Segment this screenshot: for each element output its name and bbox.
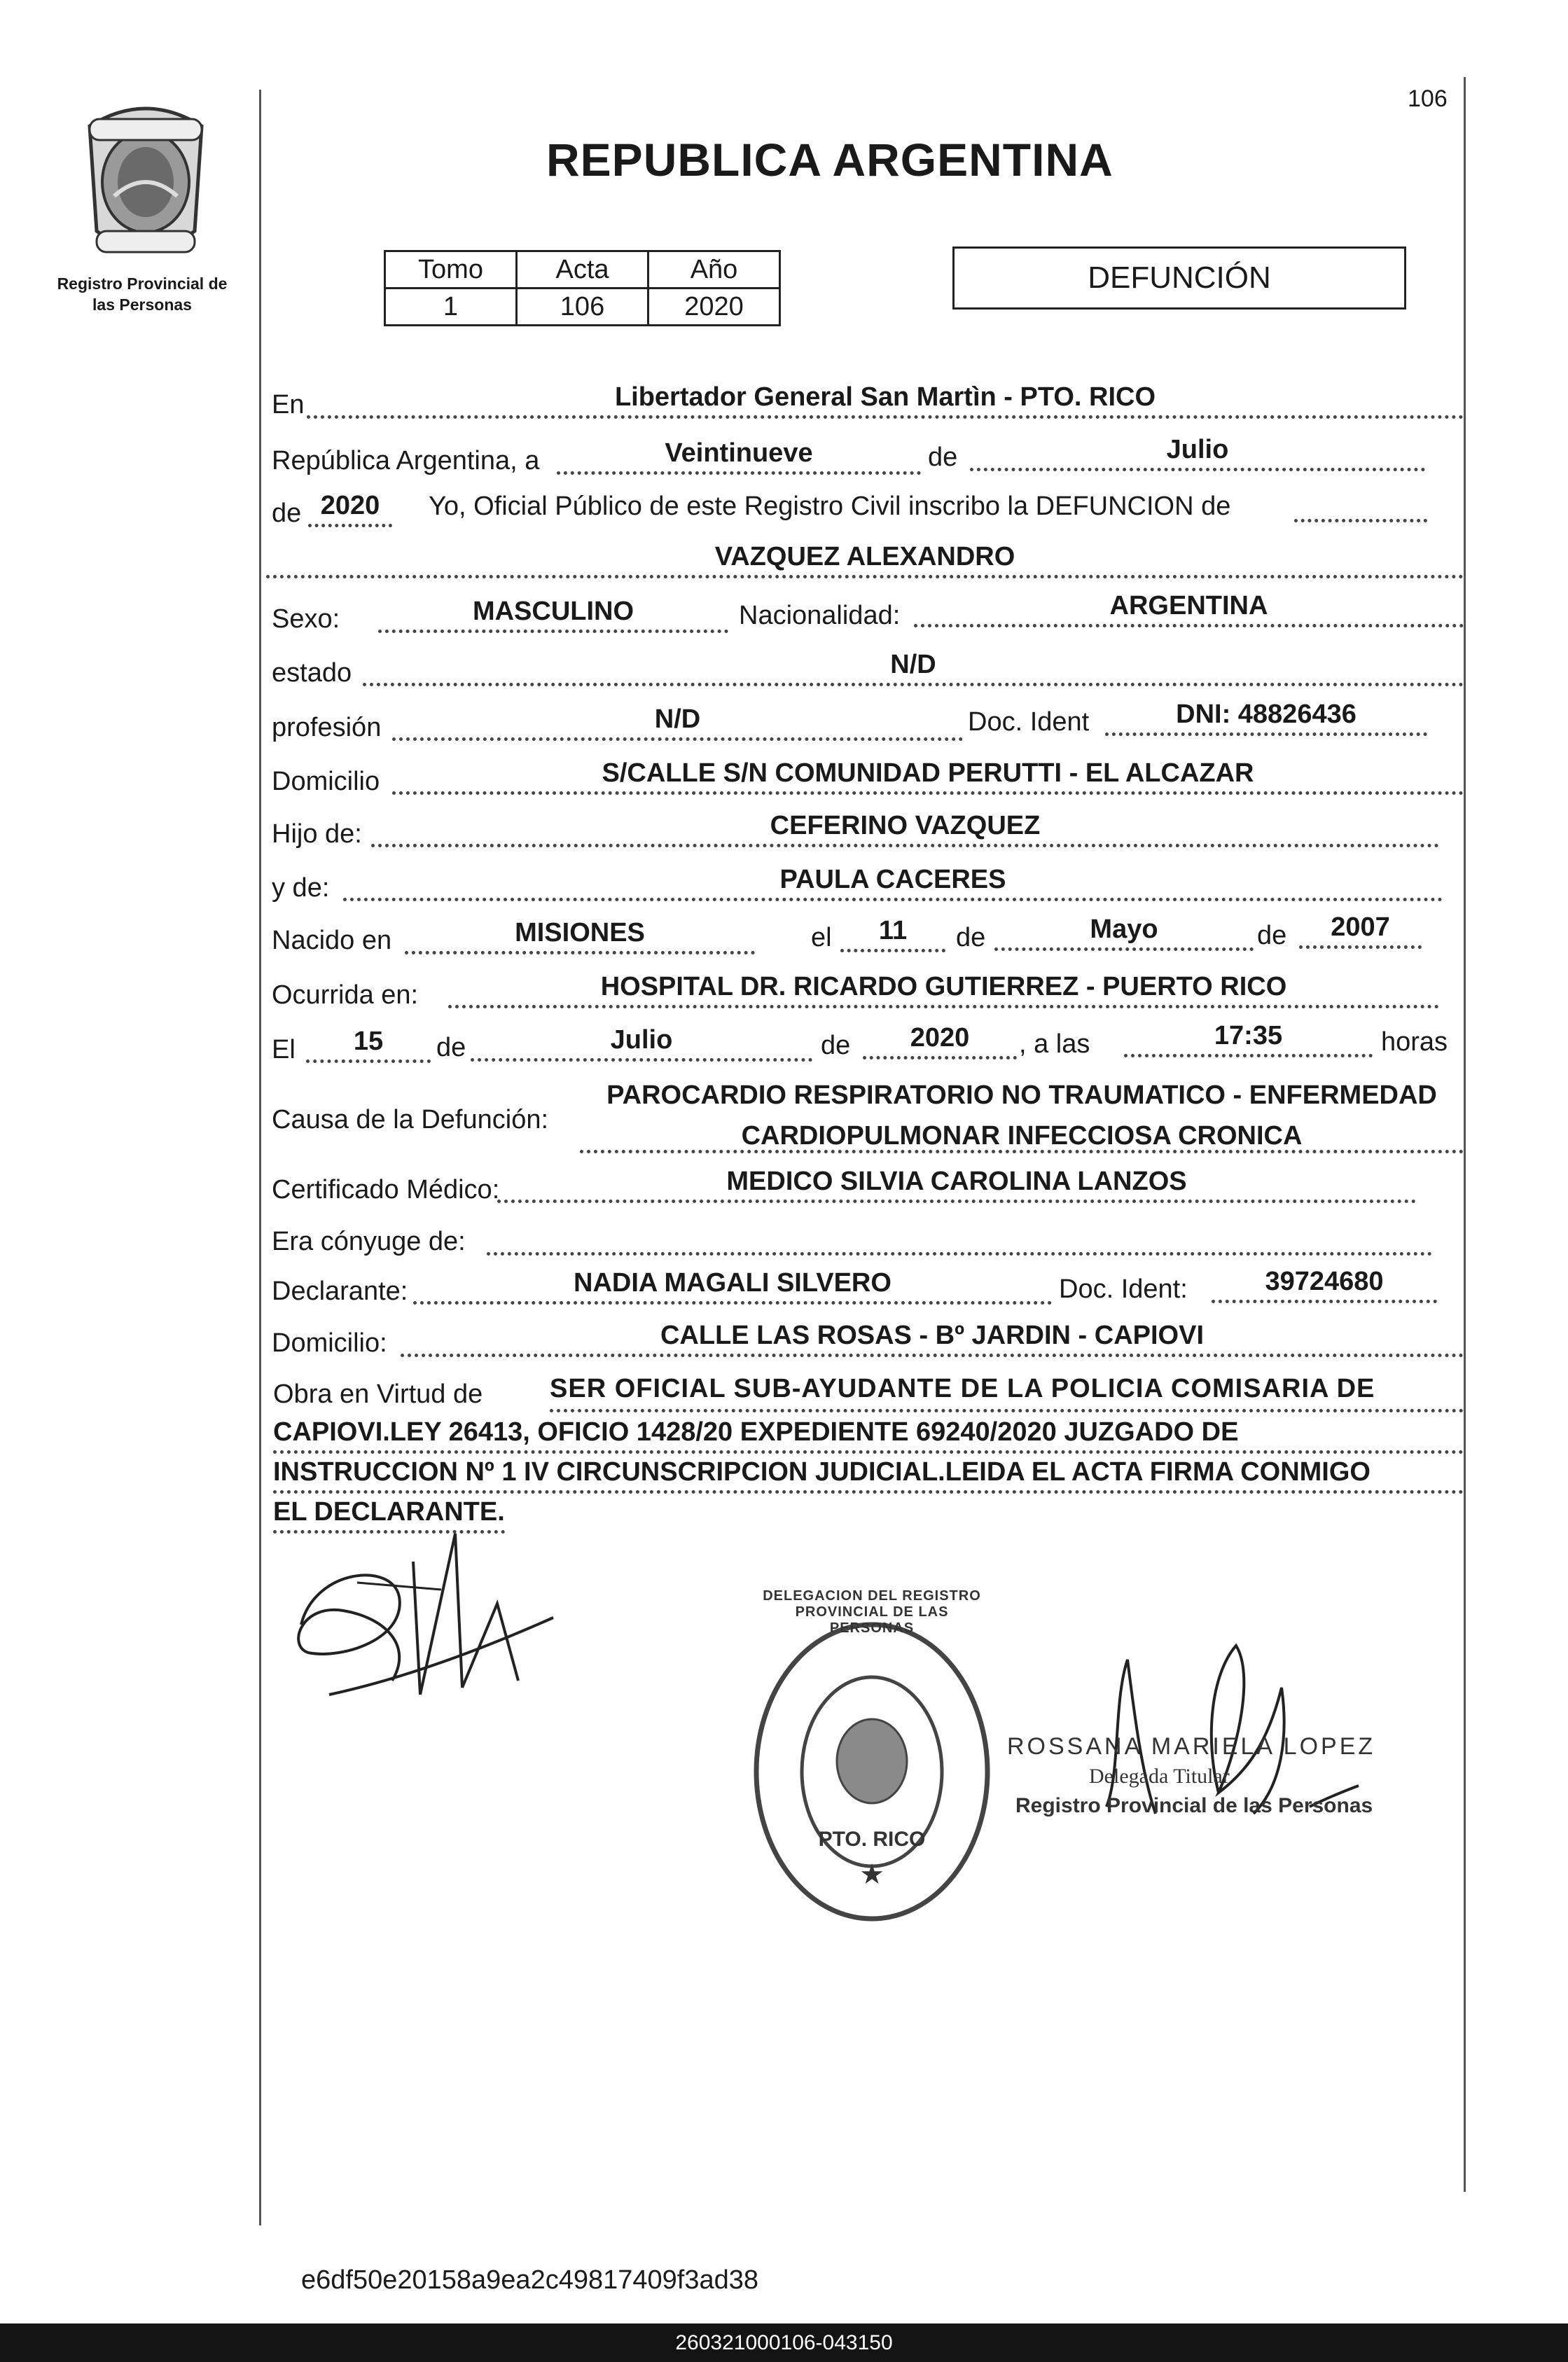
death-month-field: Julio: [471, 1024, 812, 1062]
doc-field: DNI: 48826436: [1105, 699, 1427, 736]
registry-label-line1: Registro Provincial de: [57, 275, 228, 293]
cause-line-1: PAROCARDIO RESPIRATORIO NO TRAUMATICO - ENFERMEDAD: [606, 1081, 1437, 1110]
el-label: el: [811, 923, 832, 952]
de-label-5: de: [436, 1033, 466, 1062]
de-label-2: de: [272, 499, 302, 528]
doc2-label: Doc. Ident:: [1059, 1274, 1188, 1304]
de-label-3: de: [956, 923, 986, 952]
obra-line-4: EL DECLARANTE.: [273, 1494, 505, 1534]
acta-label: Acta: [517, 251, 648, 289]
nacionalidad-field: ARGENTINA: [914, 590, 1464, 627]
de-label-4: de: [1257, 921, 1287, 950]
stamp-outer-text: DELEGACION DEL REGISTRO PROVINCIAL DE LAS PERSONAS: [763, 1588, 981, 1636]
sexo-field: MASCULINO: [378, 596, 728, 633]
month-field: Julio: [970, 434, 1425, 471]
nacido-label: Nacido en: [272, 926, 392, 955]
death-year-field: 2020: [863, 1022, 1017, 1060]
birth-day-field: 11: [840, 915, 945, 952]
obra-line-1: SER OFICIAL SUB-AYUDANTE DE LA POLICIA COMISARIA DE: [550, 1374, 1464, 1412]
el2-label: El: [272, 1035, 296, 1064]
death-day-field: 15: [306, 1026, 431, 1063]
domicilio2-field: CALLE LAS ROSAS - Bº JARDIN - CAPIOVI: [401, 1320, 1464, 1357]
intro-text: Yo, Oficial Público de este Registro Civil inscribo la DEFUNCION de: [429, 492, 1231, 521]
domicilio-field: S/CALLE S/N COMUNIDAD PERUTTI - EL ALCAZAR: [392, 758, 1464, 795]
place-field: Libertador General San Martìn - PTO. RICO: [307, 382, 1464, 419]
page-number: 106: [1408, 85, 1448, 112]
birth-place-field: MISIONES: [405, 917, 755, 954]
official-registry: Registro Provincial de las Personas: [1015, 1794, 1373, 1817]
certificado-label: Certificado Médico:: [272, 1175, 500, 1204]
profesion-field: N/D: [392, 704, 963, 741]
estado-label: estado: [272, 658, 352, 688]
declarante-label: Declarante:: [272, 1277, 408, 1306]
nacionalidad-label: Nacionalidad:: [739, 601, 901, 630]
registry-label-line2: las Personas: [92, 296, 192, 314]
father-field: CEFERINO VAZQUEZ: [371, 810, 1439, 847]
official-stamp-icon: [742, 1611, 1001, 1933]
certificado-field: MEDICO SILVIA CAROLINA LANZOS: [497, 1166, 1416, 1203]
document-hash: e6df50e20158a9ea2c49817409f3ad38: [301, 2265, 758, 2295]
causa-label: Causa de la Defunción:: [272, 1105, 549, 1134]
cause-underline: [580, 1116, 1464, 1153]
left-margin-line: [259, 90, 261, 2225]
record-box: [384, 250, 781, 326]
deceased-name-field: VAZQUEZ ALEXANDRO: [266, 541, 1464, 578]
de-label-6: de: [821, 1031, 851, 1060]
death-time-field: 17:35: [1124, 1020, 1373, 1057]
anio-value: 2020: [648, 289, 780, 326]
stamp-inner-text: PTO. RICO: [818, 1828, 926, 1851]
tomo-label: Tomo: [385, 251, 517, 289]
estado-field: N/D: [363, 649, 1464, 686]
barcode-strip: 260321000106-043150: [0, 2323, 1568, 2362]
acta-value: 106: [517, 289, 648, 326]
obra-line-2: CAPIOVI.LEY 26413, OFICIO 1428/20 EXPEDIENTE 69240/2020 JUZGADO DE: [273, 1414, 1464, 1454]
birth-month-field: Mayo: [994, 914, 1254, 951]
obra-label: Obra en Virtud de: [273, 1380, 483, 1409]
republica-label: República Argentina, a: [272, 446, 540, 475]
page-title: REPUBLICA ARGENTINA: [546, 134, 1113, 186]
official-name: ROSSANA MARIELA LOPEZ: [1007, 1733, 1376, 1760]
en-label: En: [272, 390, 305, 419]
domicilio-label: Domicilio: [272, 767, 380, 796]
doc2-field: 39724680: [1212, 1266, 1437, 1303]
hijo-label: Hijo de:: [272, 819, 362, 849]
obra-text: [273, 1414, 1464, 1534]
year-field: 2020: [308, 490, 392, 527]
registry-label: [41, 273, 244, 315]
de-label-1: de: [928, 443, 958, 472]
conyuge-label: Era cónyuge de:: [272, 1227, 466, 1256]
mother-field: PAULA CACERES: [343, 864, 1443, 901]
svg-text:★: ★: [859, 1859, 884, 1891]
declarant-signature-icon: [287, 1520, 567, 1730]
domicilio2-label: Domicilio:: [272, 1328, 387, 1358]
provincial-seal-icon: [76, 98, 216, 263]
yde-label: y de:: [272, 873, 330, 903]
right-margin-line: [1464, 77, 1466, 2192]
day-words-field: Veintinueve: [557, 438, 921, 475]
sexo-label: Sexo:: [272, 604, 340, 634]
alas-label: , a las: [1019, 1029, 1090, 1059]
official-role: Delegada Titular: [1089, 1765, 1230, 1788]
conyuge-field: [487, 1218, 1432, 1256]
declarante-field: NADIA MAGALI SILVERO: [413, 1267, 1052, 1305]
death-place-field: HOSPITAL DR. RICARDO GUTIERREZ - PUERTO RICO: [448, 971, 1439, 1008]
ocurrida-label: Ocurrida en:: [272, 980, 419, 1010]
cause-line-2: CARDIOPULMONAR INFECCIOSA CRONICA: [741, 1121, 1303, 1151]
horas-label: horas: [1381, 1027, 1448, 1057]
birth-year-field: 2007: [1299, 912, 1422, 949]
obra-line-3: INSTRUCCION Nº 1 IV CIRCUNSCRIPCION JUDICIAL.LEIDA EL ACTA FIRMA CONMIGO: [273, 1454, 1464, 1494]
record-type-box: DEFUNCIÓN: [952, 246, 1406, 310]
tomo-value: 1: [385, 289, 517, 326]
intro-tail-line: [1294, 485, 1427, 522]
profesion-label: profesión: [272, 713, 382, 742]
doc-label: Doc. Ident: [968, 707, 1090, 737]
anio-label: Año: [648, 251, 780, 289]
